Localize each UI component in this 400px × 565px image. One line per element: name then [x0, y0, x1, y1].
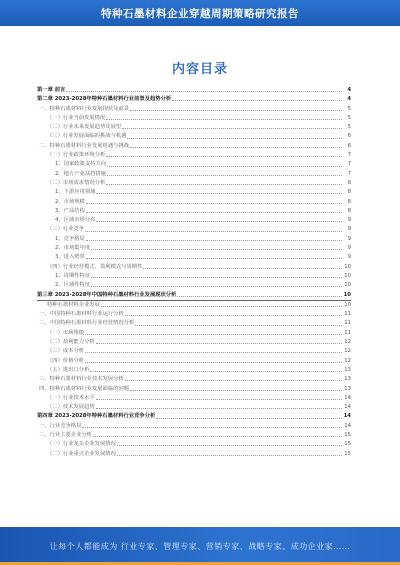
toc-entry[interactable]: [37, 431, 351, 440]
toc-entry-label: （二）技术发展趋势: [47, 404, 95, 411]
toc-entry-label: 第三章 2023-2028年中国特种石墨材料行业发展现状分析: [37, 291, 177, 298]
toc-entry-label: 四、特种石墨材料行业发展面临的问题: [39, 385, 130, 392]
toc-entry[interactable]: [37, 291, 351, 301]
toc-entry[interactable]: [37, 142, 351, 151]
toc-entry-page: 4: [347, 96, 351, 103]
toc-dot-leader: [91, 249, 342, 250]
toc-dot-leader: [85, 231, 342, 232]
toc-entry-label: 第一章 前言: [37, 87, 66, 93]
toc-entry[interactable]: [37, 235, 351, 244]
toc-entry[interactable]: [37, 123, 351, 132]
toc-dot-leader: [90, 371, 342, 372]
toc-dot-leader: [156, 418, 342, 419]
footer-bar: [0, 527, 400, 565]
toc-entry[interactable]: [37, 105, 351, 114]
toc-dot-leader: [93, 436, 342, 437]
toc-entry[interactable]: [37, 198, 351, 207]
toc-entry-page: 6: [347, 142, 351, 149]
toc-entry-page: 5: [347, 124, 351, 131]
toc-entry-label: 3、产品结构: [55, 207, 85, 214]
toc-dot-leader: [177, 296, 342, 297]
toc-entry-page: 14: [344, 394, 351, 401]
toc-entry-label: （二）市场需求情况分析: [47, 179, 106, 186]
toc-dot-leader: [106, 156, 342, 157]
toc-entry[interactable]: [37, 366, 351, 375]
toc-entry-label: 2、区域性特征: [55, 282, 91, 289]
toc-dot-leader: [107, 175, 342, 176]
toc-entry-label: 一、中国特种石墨材料行业运行分析: [39, 311, 124, 318]
toc-entry-label: 1、竞争格局: [55, 235, 85, 242]
toc-entry-label: （二）行业重点企业发展情况: [47, 450, 116, 457]
toc-entry-label: 二、行业主要企业分析: [39, 431, 92, 438]
toc-entry-label: （二）行业未来发展趋势及展望: [47, 124, 122, 131]
toc-dot-leader: [122, 128, 342, 129]
toc-entry-page: 12: [344, 339, 351, 346]
toc-entry-page: 10: [344, 272, 351, 279]
toc-dot-leader: [91, 277, 342, 278]
toc-entry-page: 12: [344, 348, 351, 355]
toc-entry-label: （一）行业龙头企业发展情况: [47, 441, 116, 448]
toc-dot-leader: [96, 408, 342, 409]
toc-entry[interactable]: [37, 86, 351, 95]
toc-dot-leader: [107, 166, 342, 167]
toc-entry-page: 8: [347, 189, 351, 196]
toc-dot-leader: [143, 268, 342, 269]
toc-heading: 内容目录: [171, 62, 228, 77]
toc-entry-label: （五）进出口分析: [47, 366, 90, 373]
toc-dot-leader: [106, 184, 342, 185]
toc-entry-page: 15: [344, 450, 351, 457]
toc-entry[interactable]: [37, 357, 351, 366]
toc-entry-label: 特种石墨材料企业发展: [47, 301, 100, 308]
toc-entry-label: 2、市场规模: [55, 198, 85, 205]
toc-entry-page: 15: [344, 431, 351, 438]
toc-entry[interactable]: [37, 179, 351, 188]
toc-dot-leader: [66, 91, 342, 92]
toc-entry[interactable]: [37, 170, 351, 179]
toc-entry-page: 14: [344, 422, 351, 429]
toc-dot-leader: [96, 221, 342, 222]
header-bar: [0, 0, 400, 26]
toc-entry-label: 第四章 2023-2028年特种石墨材料行业竞争分析: [37, 413, 156, 420]
toc-entry-label: 3、进入壁垒: [55, 254, 85, 261]
toc-dot-leader: [130, 110, 342, 111]
toc-entry-page: 7: [347, 170, 351, 177]
toc-dot-leader: [117, 455, 342, 456]
toc-dot-leader: [96, 193, 342, 194]
toc-dot-leader: [106, 119, 342, 120]
toc-entry-label: 第二章 2023-2028年特种石墨材料行业前景及趋势分析: [37, 96, 172, 103]
toc-entry-page: 7: [347, 161, 351, 168]
toc-entry-page: 14: [343, 413, 351, 420]
toc-dot-leader: [125, 380, 342, 381]
toc-entry[interactable]: [37, 450, 351, 459]
toc-entry[interactable]: [37, 216, 351, 225]
toc-entry-label: （三）行业发展面临的挑战与机遇: [47, 133, 127, 140]
toc-entry[interactable]: [37, 338, 351, 347]
toc-entry[interactable]: [37, 188, 351, 197]
toc-entry-label: 一、特种石墨材料行业发展现状及前景: [39, 105, 130, 112]
toc-dot-leader: [86, 212, 342, 213]
toc-entry-label: （一）行业当前发展情况: [47, 114, 106, 121]
toc-entry[interactable]: [37, 375, 351, 384]
toc-entry-page: 13: [344, 385, 351, 392]
toc-entry[interactable]: [37, 244, 351, 253]
toc-entry-label: （四）价格分析: [47, 357, 85, 364]
report-title: 特种石墨材料企业穿越周期策略研究报告: [101, 7, 299, 20]
toc-dot-leader: [101, 306, 342, 307]
toc-dot-leader: [85, 334, 342, 335]
toc-entry[interactable]: [37, 114, 351, 123]
toc-dot-leader: [135, 325, 342, 326]
toc-dot-leader: [127, 138, 342, 139]
toc-entry[interactable]: [37, 301, 351, 310]
toc-entry-page: 8: [347, 179, 351, 186]
toc-entry[interactable]: [37, 253, 351, 262]
toc-entry-label: 2、市场集中度: [55, 245, 91, 252]
toc-entry-label: （三）行业竞争: [47, 226, 85, 233]
toc-entry-page: 12: [344, 357, 351, 364]
toc-entry-label: （一）行业技术水平: [47, 394, 95, 401]
toc-entry-page: 11: [344, 320, 351, 327]
toc-dot-leader: [86, 258, 342, 259]
toc-entry-label: 二、中国特种石墨材料行业经营情况分析: [39, 320, 135, 327]
toc-entry-page: 8: [347, 207, 351, 214]
toc-entry-page: 9: [347, 245, 351, 252]
toc-entry-label: 二、特种石墨材料行业发展机遇与挑战: [39, 142, 130, 149]
toc-dot-leader: [96, 343, 342, 344]
toc-entry-page: 6: [347, 133, 351, 140]
toc-entry-label: （一）行业政策环境分析: [47, 152, 106, 159]
toc-entry-page: 7: [347, 152, 351, 159]
toc-dot-leader: [172, 100, 342, 101]
toc-dot-leader: [130, 390, 342, 391]
toc-entry-label: 1、周期性特征: [55, 272, 91, 279]
toc-entry[interactable]: [37, 329, 351, 338]
toc-entry[interactable]: [37, 151, 351, 160]
toc-entry-page: 8: [347, 198, 351, 205]
toc-entry-label: （一）市场规模: [47, 329, 85, 336]
toc-entry[interactable]: [37, 95, 351, 104]
toc-entry-page: 13: [344, 366, 351, 373]
toc-entry-label: 三、特种石墨材料行业技术发展分析: [39, 376, 124, 383]
toc-entry-page: 5: [347, 114, 351, 121]
toc-dot-leader: [130, 147, 342, 148]
toc-dot-leader: [86, 203, 342, 204]
toc-entry[interactable]: [37, 310, 351, 319]
footer-slogan: 让每个人都能成为 行业专家、管理专家、营销专家、战略专家、成功企业家……: [49, 541, 351, 551]
toc-entry-page: 13: [344, 376, 351, 383]
toc-entry[interactable]: [37, 412, 351, 421]
toc-entry-label: （三）成本分析: [47, 348, 85, 355]
toc-dot-leader: [96, 399, 342, 400]
toc-entry-page: 9: [347, 235, 351, 242]
toc-entry[interactable]: [37, 207, 351, 216]
toc-entry-page: 11: [344, 311, 351, 318]
toc-entry-page: 14: [344, 404, 351, 411]
toc-entry-page: 10: [343, 291, 351, 298]
toc-dot-leader: [85, 352, 342, 353]
toc-entry[interactable]: [37, 132, 351, 141]
table-of-contents: [37, 86, 351, 459]
toc-entry[interactable]: [37, 422, 351, 431]
toc-entry-page: 9: [347, 226, 351, 233]
toc-dot-leader: [86, 240, 342, 241]
toc-entry-label: （四）行业经营模式、盈利模式与周期性: [47, 263, 143, 270]
toc-entry-page: 10: [344, 282, 351, 289]
toc-entry[interactable]: [37, 272, 351, 281]
toc-entry[interactable]: [37, 394, 351, 403]
toc-entry[interactable]: [37, 319, 351, 328]
toc-entry-page: 9: [347, 254, 351, 261]
toc-entry-page: 10: [344, 301, 351, 308]
toc-entry-page: 10: [344, 263, 351, 270]
toc-entry[interactable]: [37, 347, 351, 356]
toc-entry-label: （二）盈利能力分析: [47, 339, 95, 346]
toc-entry[interactable]: [37, 263, 351, 272]
toc-entry-label: 1、下游应用领域: [55, 189, 96, 196]
toc-entry-page: 9: [347, 217, 351, 224]
toc-entry[interactable]: [37, 403, 351, 412]
toc-dot-leader: [82, 427, 342, 428]
toc-dot-leader: [117, 445, 342, 446]
toc-entry[interactable]: [37, 440, 351, 449]
toc-entry-label: 1、国家政策支持方向: [55, 161, 107, 168]
toc-dot-leader: [125, 315, 342, 316]
toc-entry[interactable]: [37, 385, 351, 394]
toc-entry-label: 2、地方产业扶持措施: [55, 170, 107, 177]
toc-dot-leader: [91, 286, 342, 287]
toc-entry-page: 4: [347, 87, 351, 93]
toc-entry-page: 15: [344, 441, 351, 448]
toc-dot-leader: [85, 362, 342, 363]
toc-entry-page: 11: [344, 329, 351, 336]
toc-entry[interactable]: [37, 225, 351, 234]
toc-entry-label: 一、行业竞争格局: [39, 422, 82, 429]
toc-entry-page: 5: [347, 105, 351, 112]
toc-entry-label: 4、区域市场分布: [55, 217, 96, 224]
toc-entry[interactable]: [37, 281, 351, 290]
toc-entry[interactable]: [37, 160, 351, 169]
